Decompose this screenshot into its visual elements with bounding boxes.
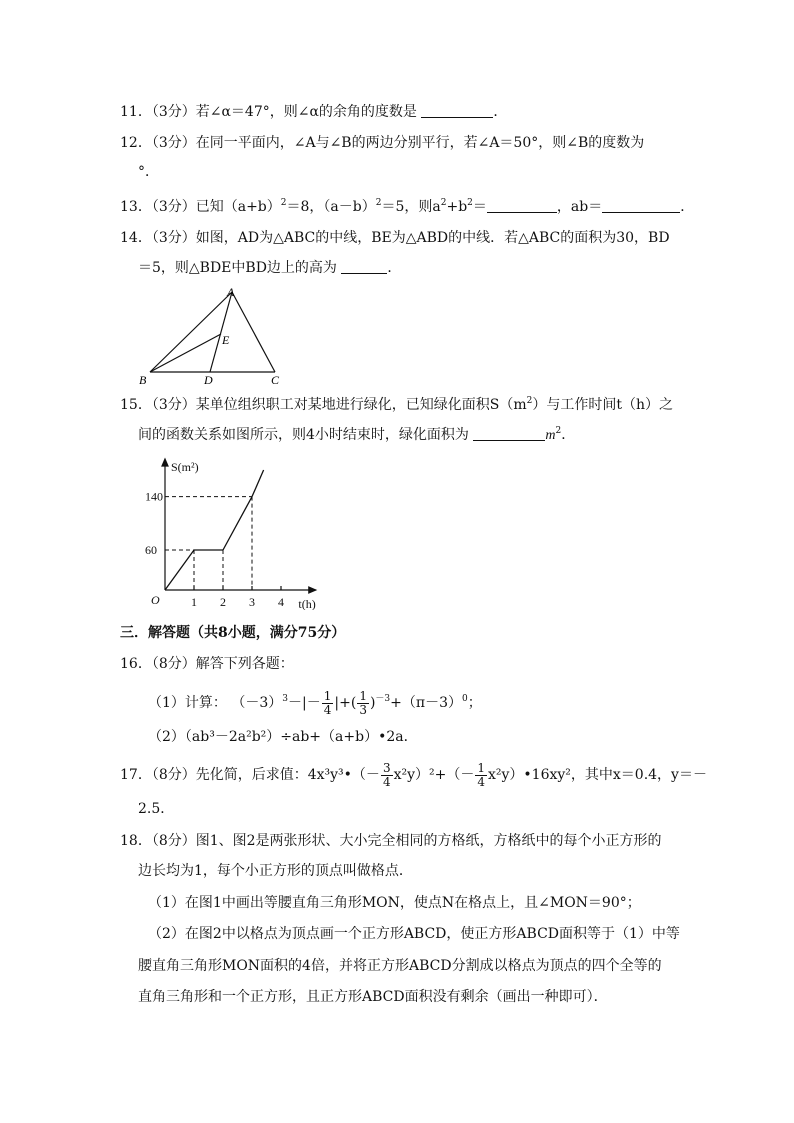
exponent: 2	[375, 198, 382, 208]
area-time-chart	[140, 455, 330, 610]
exponent: 2	[555, 426, 562, 436]
x-tick-label: 3	[249, 595, 255, 609]
answer-blank[interactable]	[421, 103, 493, 118]
data-segment	[252, 470, 264, 497]
punctuation: ．	[387, 260, 402, 276]
median-ad	[210, 292, 232, 372]
question-18-line3	[148, 893, 641, 913]
x-tick-label: 1	[191, 595, 197, 609]
question-text: ＝5，则a	[381, 199, 441, 215]
question-number: 16．（8分）	[120, 656, 196, 672]
label-a: A	[227, 285, 235, 299]
question-text: ）与工作时间t（h）之	[532, 397, 673, 413]
question-text: 在同一平面内，∠A与∠B的两边分别平行，若∠A＝50°，则∠B的度数为	[195, 135, 645, 151]
question-number: 12．（3分）	[120, 135, 196, 151]
question-16-part1	[148, 688, 482, 718]
question-text: 2.5．	[138, 801, 175, 817]
exponent: 2	[440, 198, 447, 208]
answer-blank[interactable]	[602, 198, 680, 213]
question-16-part2	[148, 727, 418, 747]
question-text: x²y）•16xy²，其中x＝0.4，y＝－	[487, 767, 707, 783]
label-d: D	[204, 373, 213, 387]
answer-blank[interactable]	[341, 259, 387, 274]
punctuation: ．	[561, 427, 576, 443]
question-15-cont	[138, 425, 575, 446]
side-ac	[232, 292, 275, 372]
question-text: 间的函数关系如图所示，则4小时结束时，绿化面积为	[138, 427, 469, 443]
fraction-1-4: $\frac{1}{4}$	[477, 760, 485, 789]
origin-label: O	[151, 593, 160, 607]
question-11	[120, 102, 507, 122]
answer-blank[interactable]	[487, 198, 557, 213]
fraction-3-4: $\frac{3}{4}$	[382, 760, 391, 789]
question-number: 11．（3分）	[120, 104, 196, 120]
question-15	[120, 395, 673, 415]
question-text: （1）计算：	[148, 695, 227, 711]
question-18-line6	[138, 987, 608, 1007]
y-axis-arrow	[162, 459, 168, 466]
question-text: 先化简，后求值：4x³y³•（－	[195, 767, 380, 783]
expression: $(-3)^3-|-$ $\frac{1}{4}$ |+( $\frac{1}{3}$ )$^{-3}+(\pi-3)^0$；	[231, 688, 482, 717]
y-tick-label: 140	[145, 489, 163, 504]
question-number: 18．（8分）	[120, 833, 196, 849]
x-axis-arrow	[309, 587, 316, 593]
punctuation: ．	[680, 199, 695, 215]
question-text: ，ab＝	[556, 199, 603, 215]
question-text: ＝8，（a－b）	[286, 199, 376, 215]
label-e: E	[222, 333, 230, 347]
exponent: 2	[526, 396, 533, 406]
side-ab	[150, 292, 232, 372]
question-text: 腰直角三角形MON面积的4倍，并将正方形ABCD分割成以格点为顶点的四个全等的	[138, 958, 662, 974]
question-14	[120, 228, 670, 248]
label-b: B	[139, 373, 147, 387]
question-14-cont	[138, 258, 401, 278]
question-12	[120, 133, 644, 153]
y-axis-label: S(m²)	[171, 460, 199, 474]
question-text: 解答下列各题：	[195, 656, 294, 672]
x-tick-label: 4	[278, 595, 284, 609]
question-text: x²y）²+（－	[393, 767, 475, 783]
question-text: ＝5，则△BDE中BD边上的高为	[138, 260, 337, 276]
answer-blank[interactable]	[473, 426, 545, 441]
question-text: ＝	[472, 199, 487, 215]
question-text: （2）（ab³－2a²b²）÷ab+（a+b）•2a．	[148, 729, 418, 745]
question-12-cont	[138, 162, 159, 182]
median-be	[150, 334, 221, 372]
question-text: 若∠α＝47°，则∠α的余角的度数是	[195, 104, 417, 120]
unit: m	[545, 428, 556, 443]
question-18-line4	[148, 924, 680, 944]
question-number: 15．（3分）	[120, 397, 196, 413]
question-text: °．	[138, 164, 159, 180]
section-3-title	[120, 623, 345, 643]
question-number: 17．（8分）	[120, 767, 196, 783]
data-segment	[223, 497, 252, 550]
question-18-line2	[138, 861, 413, 881]
question-number: 14．（3分）	[120, 230, 196, 246]
question-text: （1）在图1中画出等腰直角三角形MON，使点N在格点上，且∠MON＝90°；	[148, 895, 641, 911]
exponent: 2	[467, 198, 473, 208]
x-axis-label: t(h)	[298, 597, 316, 610]
question-text: 某单位组织职工对某地进行绿化，已知绿化面积S（m	[195, 397, 527, 413]
punctuation: ．	[493, 104, 508, 120]
question-text: 图1、图2是两张形状、大小完全相同的方格纸，方格纸中的每个小正方形的	[195, 833, 662, 849]
question-16	[120, 654, 294, 674]
exponent: 2	[280, 198, 287, 208]
section-title: 三．解答题（共8小题，满分75分）	[120, 625, 346, 641]
label-c: C	[271, 373, 280, 387]
question-text: 直角三角形和一个正方形，且正方形ABCD面积没有剩余（画出一种即可）．	[138, 989, 608, 1005]
question-17-cont	[138, 799, 174, 819]
question-text: +b	[446, 199, 468, 215]
question-18-line5	[138, 956, 662, 976]
question-text: 已知（a+b）	[195, 199, 281, 215]
question-18	[120, 831, 662, 851]
y-tick-label: 60	[145, 543, 157, 557]
question-number: 13．（3分）	[120, 199, 196, 215]
question-17	[120, 760, 707, 790]
data-segment	[165, 550, 194, 590]
question-13	[120, 197, 694, 217]
x-tick-label: 2	[220, 595, 226, 609]
question-text: 如图，AD为△ABC的中线，BE为△ABD的中线．若△ABC的面积为30，BD	[195, 230, 670, 246]
triangle-figure	[130, 282, 290, 390]
question-text: （2）在图2中以格点为顶点画一个正方形ABCD，使正方形ABCD面积等于（1）中等	[148, 926, 680, 942]
question-text: 边长均为1，每个小正方形的顶点叫做格点．	[138, 863, 413, 879]
